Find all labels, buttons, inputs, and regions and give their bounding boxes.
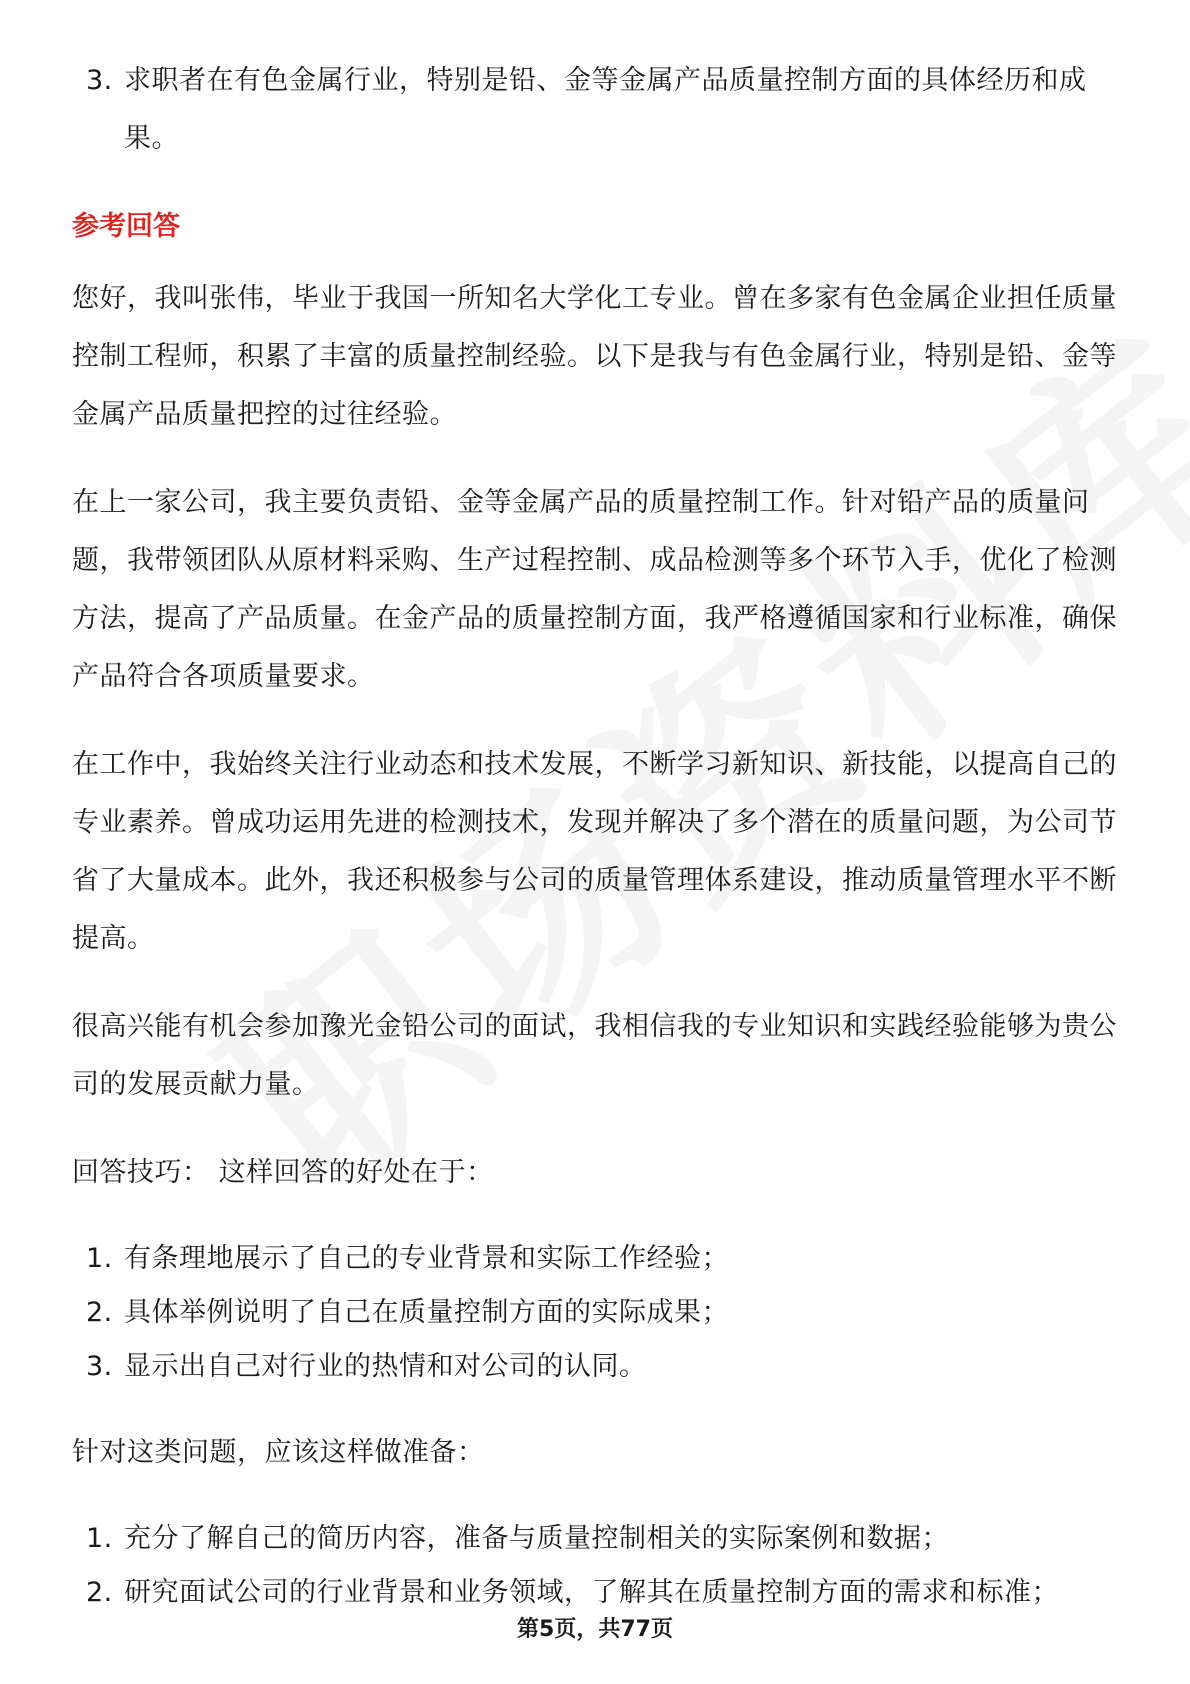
list-item xyxy=(72,1232,1122,1286)
page-number-footer: 第5页，共77页 xyxy=(517,1617,673,1642)
question-points-list xyxy=(72,52,1122,168)
tips-list xyxy=(72,1232,1122,1394)
answer-paragraph: 在工作中，我始终关注行业动态和技术发展，不断学习新知识、新技能，以提高自己的专业素养。曾成功运用先进的检测技术，发现并解决了多个潜在的质量问题，为公司节省了大量成本。此外，我还积极参与公司的质量管理体系建设，推动质量管理水平不断提高。 xyxy=(72,749,1117,954)
list-item-text: 研究面试公司的行业背景和业务领域，了解其在质量控制方面的需求和标准； xyxy=(124,1577,1059,1608)
list-item-text: 有条理地展示了自己的专业背景和实际工作经验； xyxy=(124,1243,729,1274)
answer-paragraph: 在上一家公司，我主要负责铅、金等金属产品的质量控制工作。针对铅产品的质量问题，我带领团队从原材料采购、生产过程控制、成品检测等多个环节入手，优化了检测方法，提高了产品质量。在金产品的质量控制方面，我严格遵循国家和行业标准，确保产品符合各项质量要求。 xyxy=(72,487,1117,692)
list-item-text: 充分了解自己的简历内容，准备与质量控制相关的实际案例和数据； xyxy=(124,1523,949,1554)
page-content xyxy=(72,52,1122,1650)
list-item xyxy=(72,1340,1122,1394)
list-item xyxy=(72,1286,1122,1340)
list-item-number: 3. xyxy=(86,1351,113,1382)
list-item xyxy=(72,52,1122,168)
answer-paragraph: 很高兴能有机会参加豫光金铅公司的面试，我相信我的专业知识和实践经验能够为贵公司的发展贡献力量。 xyxy=(72,1011,1117,1100)
list-item-text: 求职者在有色金属行业，特别是铅、金等金属产品质量控制方面的具体经历和成果。 xyxy=(124,65,1087,154)
list-item-number: 2. xyxy=(86,1577,113,1608)
section-heading-reference-answer: 参考回答 xyxy=(72,211,180,242)
list-item-number: 1. xyxy=(86,1243,113,1274)
list-item-text: 具体举例说明了自己在质量控制方面的实际成果； xyxy=(124,1297,729,1328)
answer-paragraph: 您好，我叫张伟，毕业于我国一所知名大学化工专业。曾在多家有色金属企业担任质量控制工程师，积累了丰富的质量控制经验。以下是我与有色金属行业，特别是铅、金等金属产品质量把控的过往经验。 xyxy=(72,283,1117,430)
prep-intro: 针对这类问题，应该这样做准备： xyxy=(72,1437,485,1468)
list-item-number: 2. xyxy=(86,1297,113,1328)
list-item-number: 1. xyxy=(86,1523,113,1554)
tips-intro: 回答技巧： 这样回答的好处在于： xyxy=(72,1157,494,1188)
list-item-text: 显示出自己对行业的热情和对公司的认同。 xyxy=(124,1351,647,1382)
list-item-number: 3. xyxy=(86,65,113,96)
prep-list xyxy=(72,1512,1122,1620)
list-item xyxy=(72,1512,1122,1566)
